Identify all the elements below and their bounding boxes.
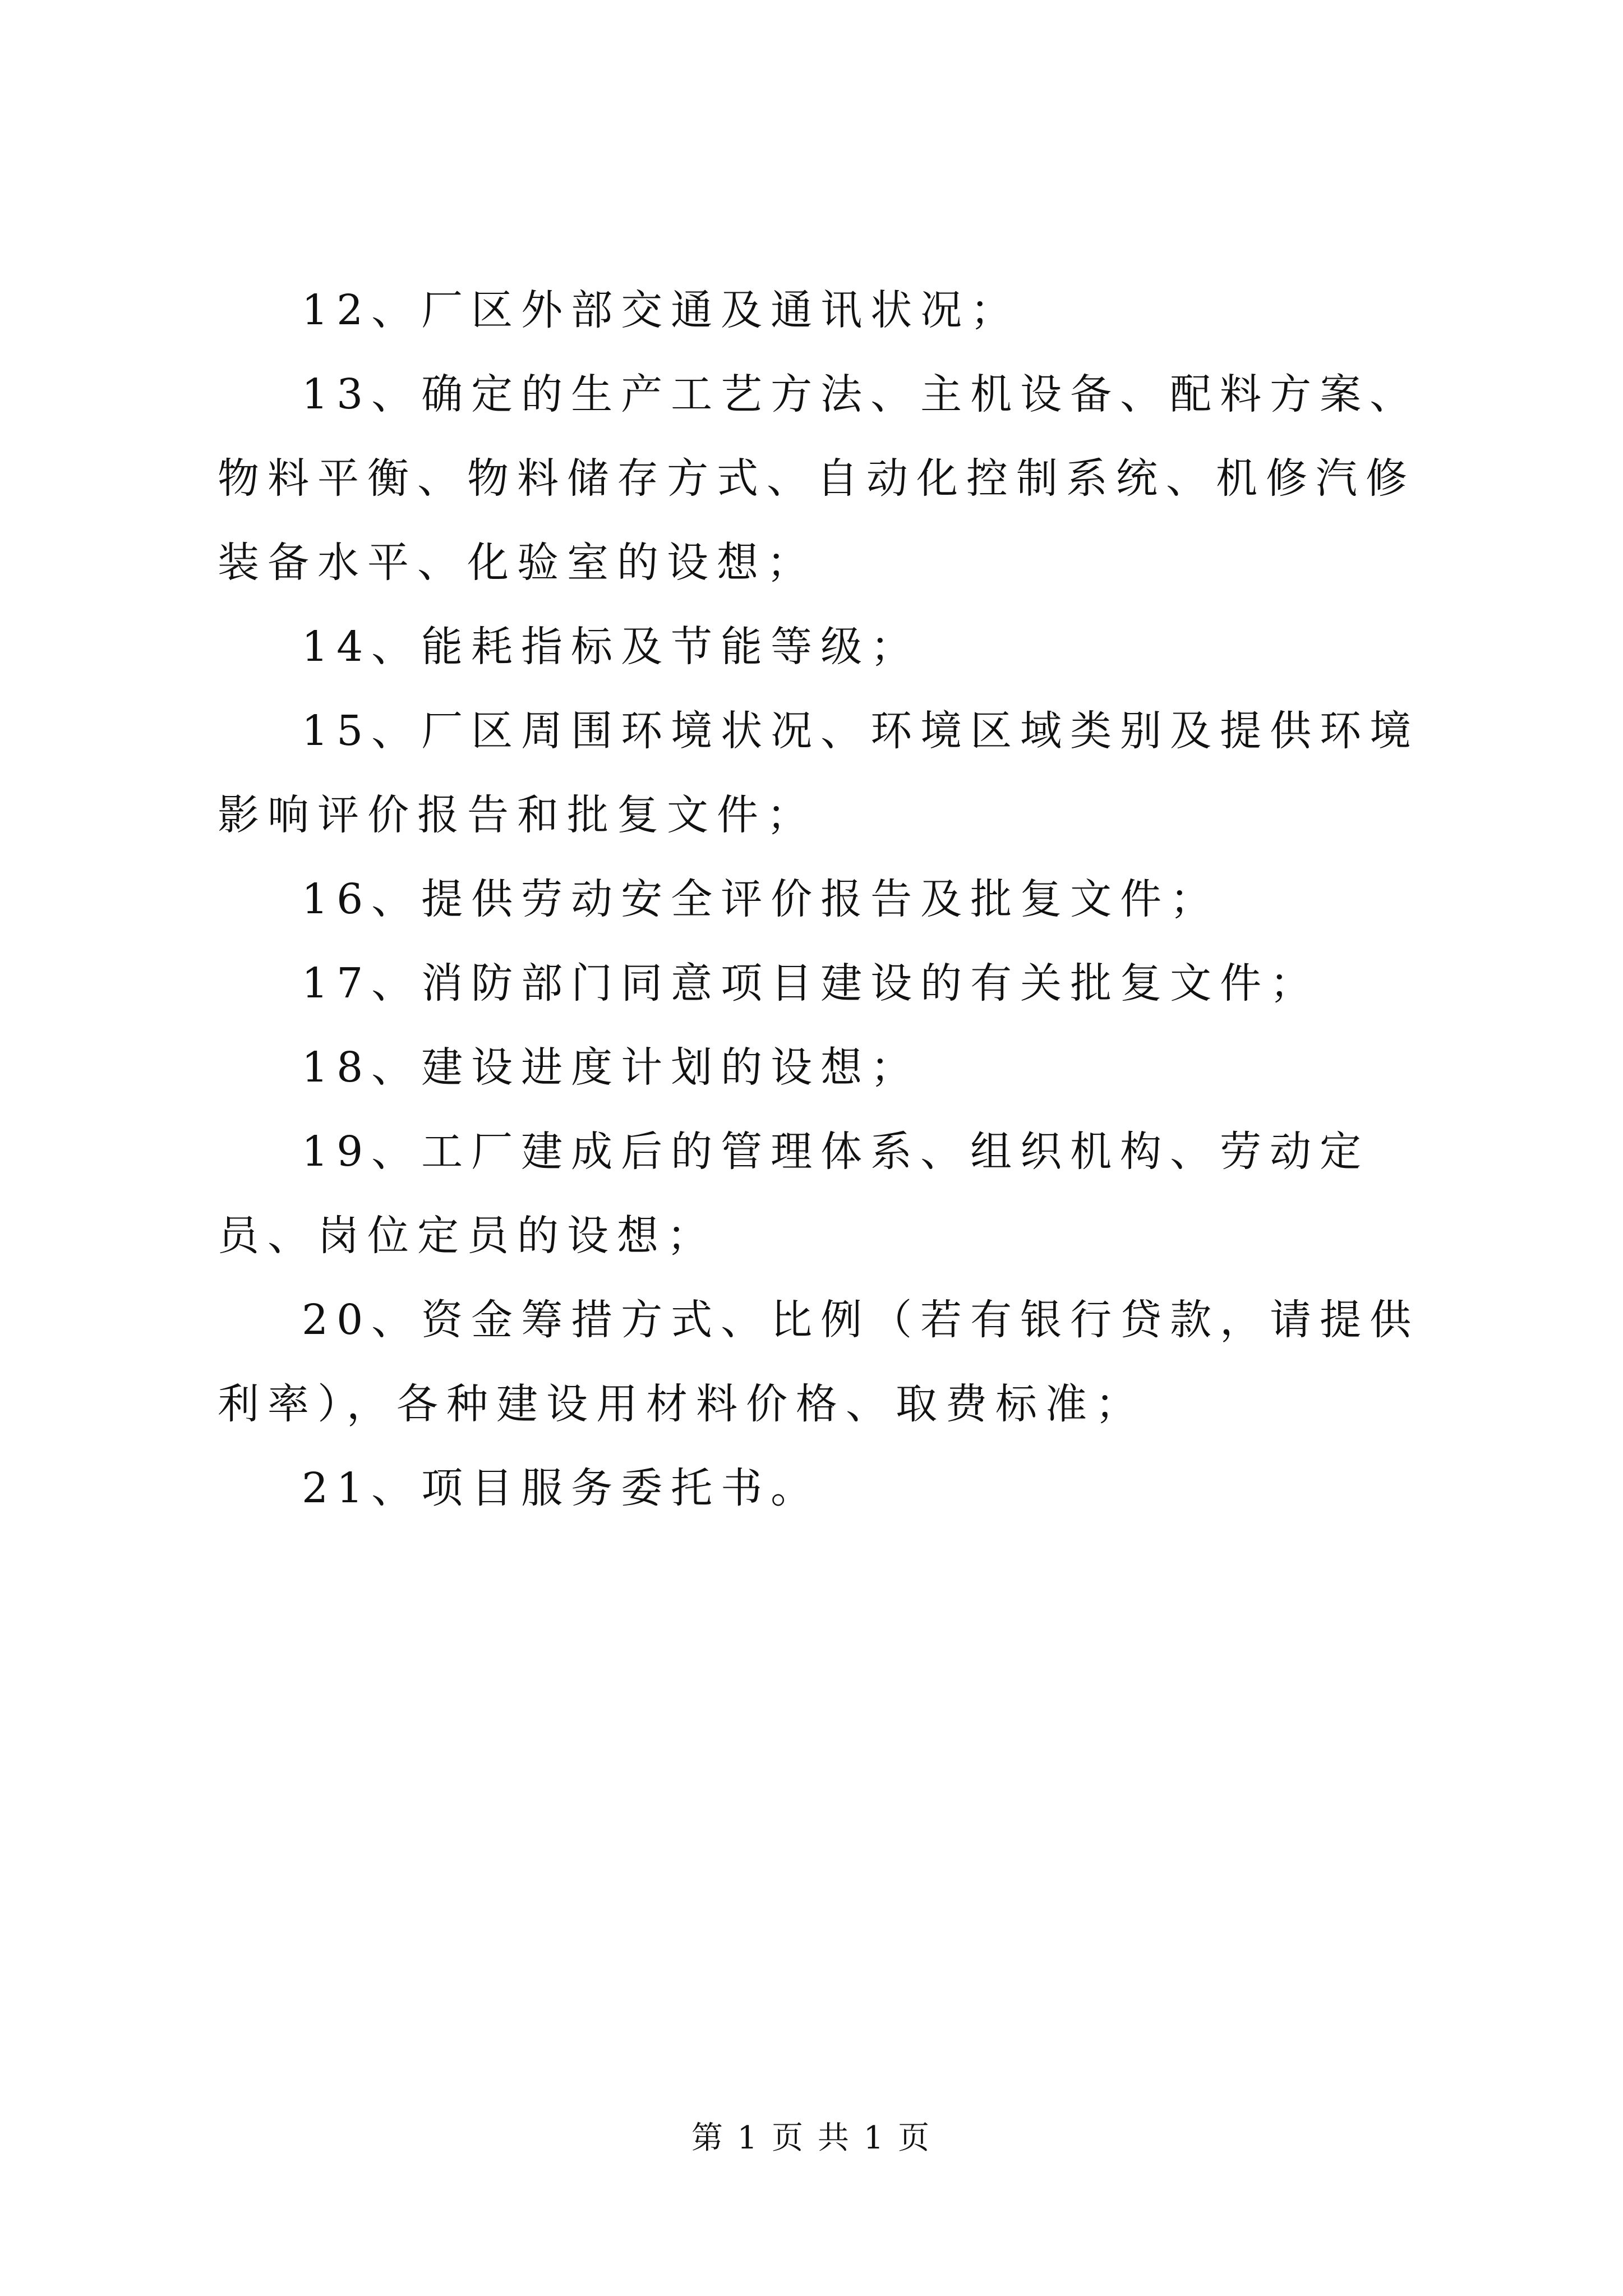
list-item-15: 15、厂区周围环境状况、环境区域类别及提供环境影响评价报告和批复文件； [218, 707, 1420, 839]
list-item-16: 16、提供劳动安全评价报告及批复文件； [302, 875, 1220, 923]
list-item-18: 18、建设进度计划的设想； [302, 1043, 921, 1092]
list-item-21: 21、项目服务委托书。 [302, 1464, 821, 1512]
list-item-14: 14、能耗指标及节能等级； [302, 623, 921, 671]
list-item-13: 13、确定的生产工艺方法、主机设备、配料方案、物料平衡、物料储存方式、自动化控制系统、机修汽修装备水平、化验室的设想； [218, 370, 1420, 587]
document-body [218, 268, 1435, 1530]
list-item-19: 19、工厂建成后的管理体系、组织机构、劳动定员、岗位定员的设想； [218, 1128, 1370, 1260]
page-footer: 第 1 页 共 1 页 [691, 2120, 932, 2156]
list-item-12: 12、厂区外部交通及通讯状况； [302, 286, 1021, 334]
list-item-17: 17、消防部门同意项目建设的有关批复文件； [302, 959, 1320, 1007]
list-item-20: 20、资金筹措方式、比例（若有银行贷款，请提供利率），各种建设用材料价格、取费标准； [218, 1296, 1420, 1428]
